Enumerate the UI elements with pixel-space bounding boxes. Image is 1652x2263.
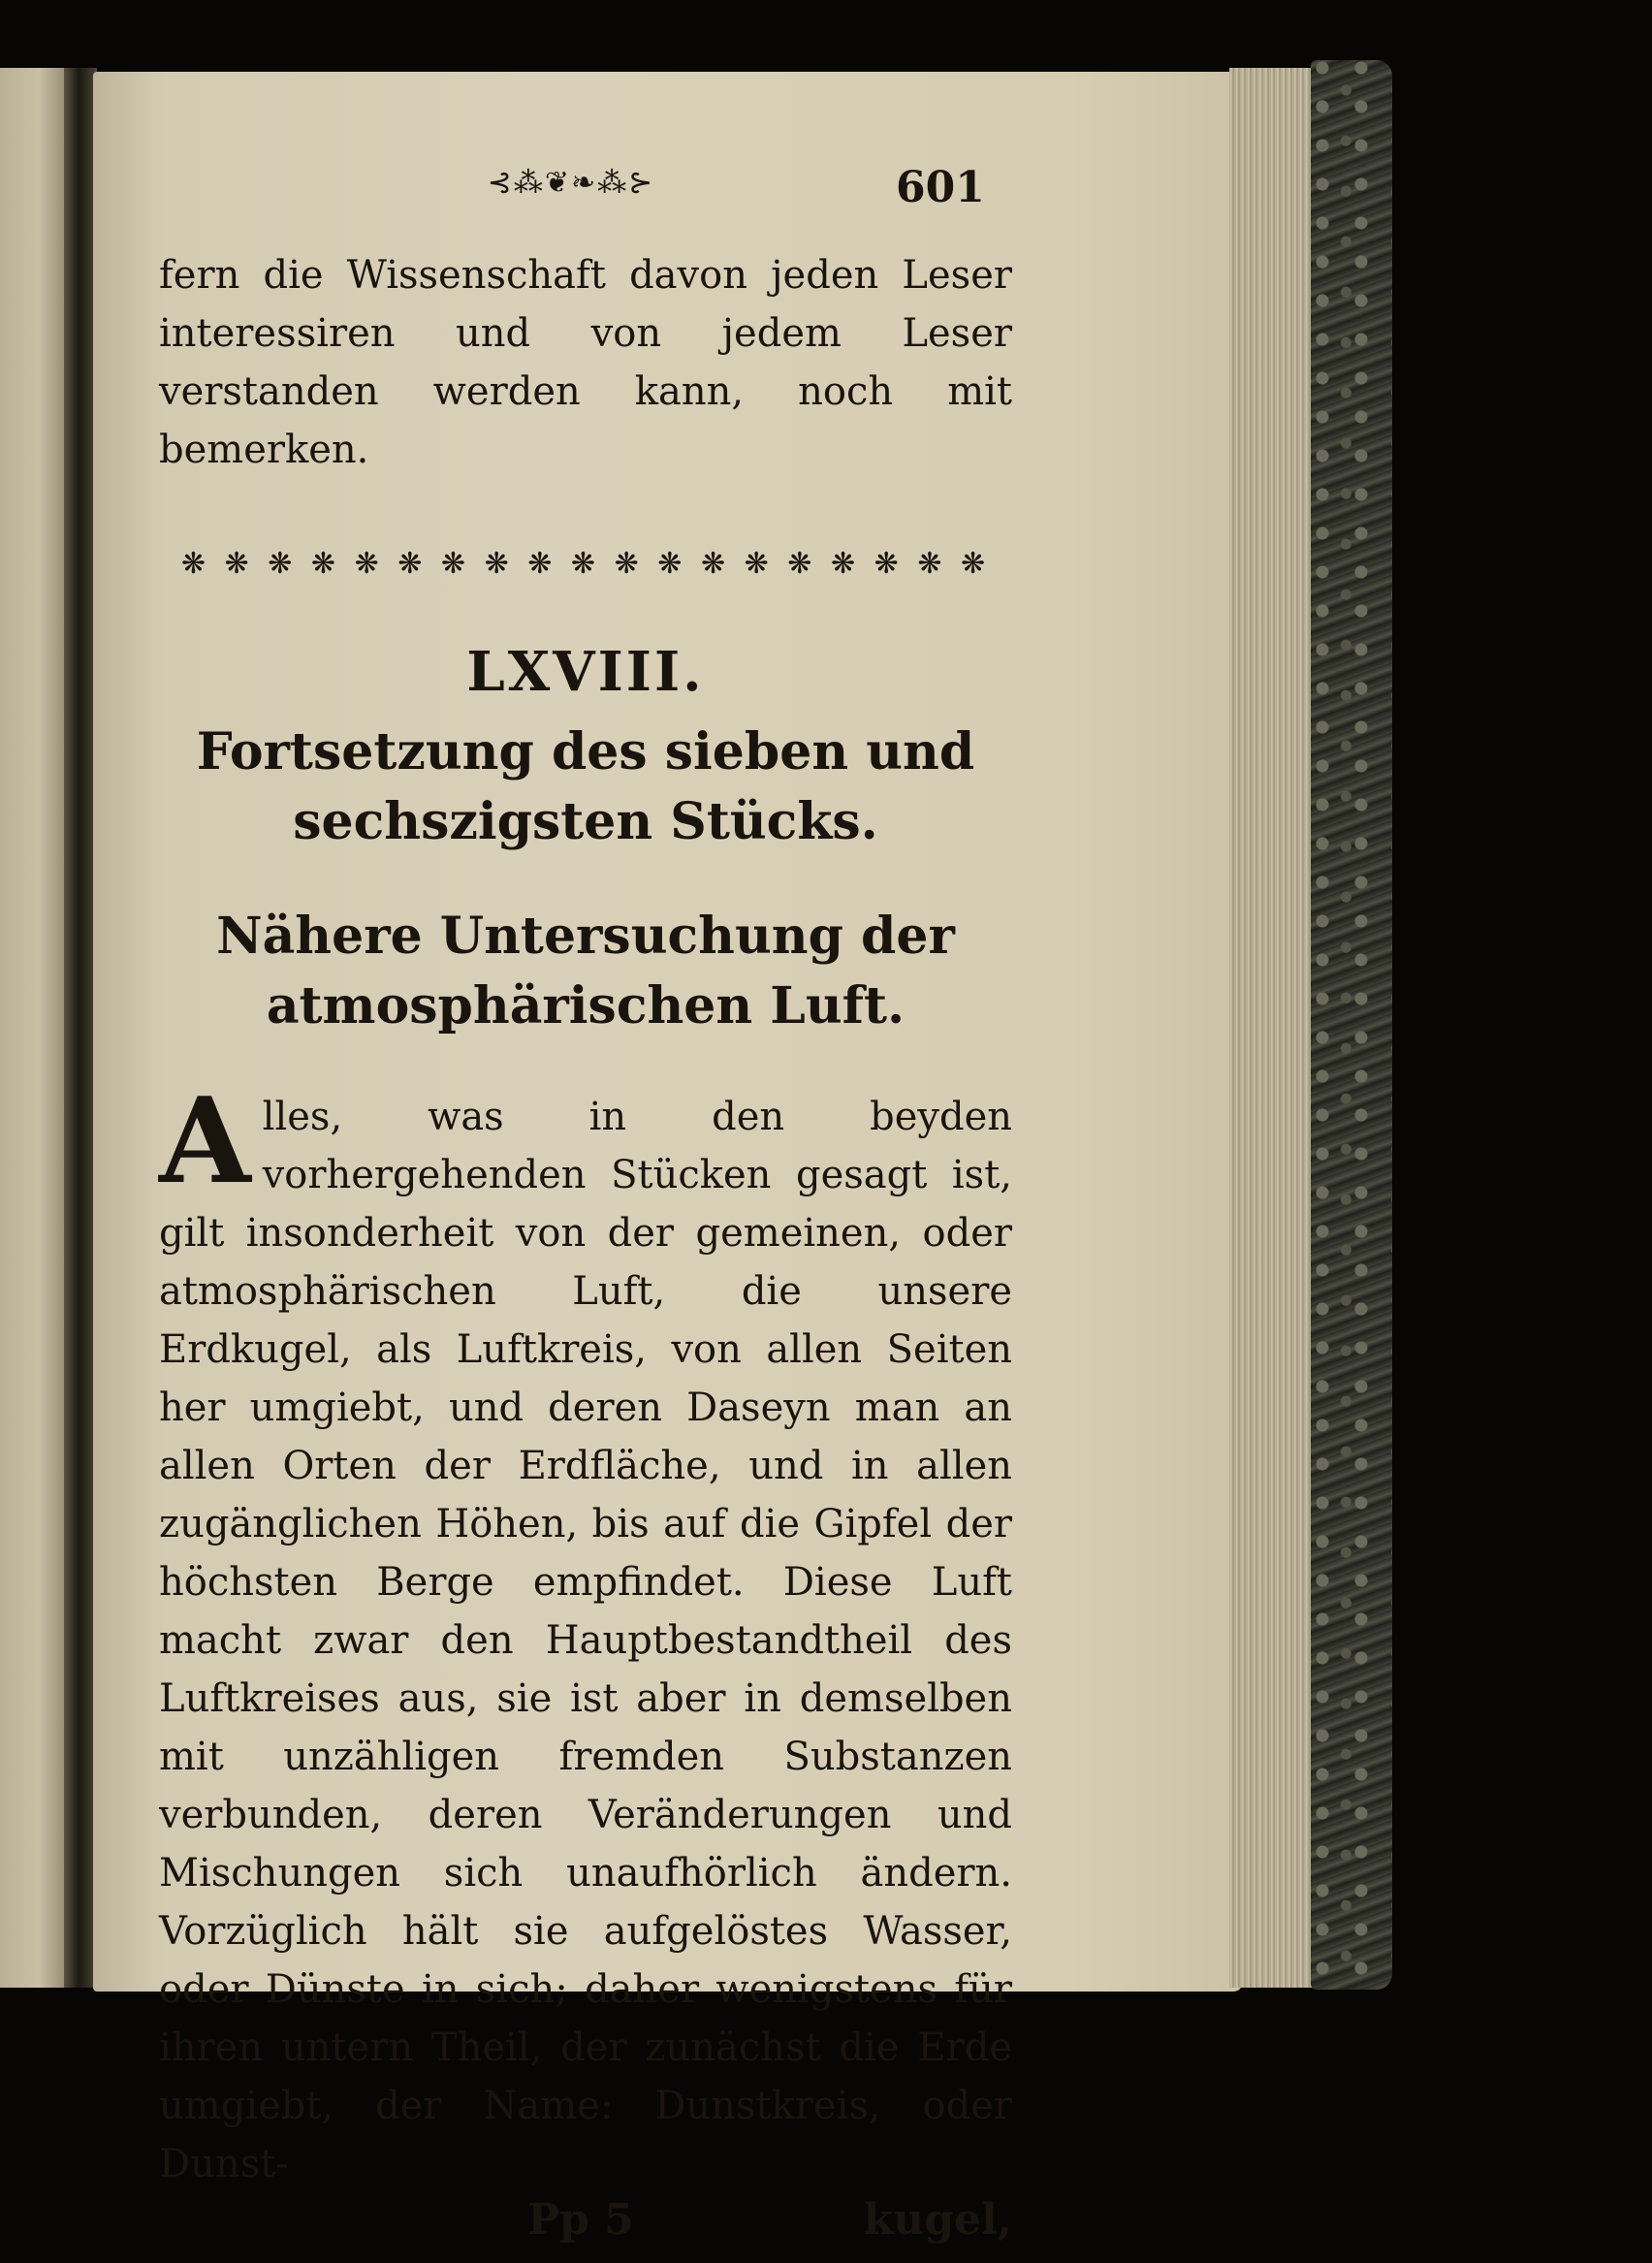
page-number: 601 bbox=[896, 163, 985, 212]
header-ornament: ⊰⁂❦❧⁂⊱ bbox=[487, 165, 655, 200]
section-title: Nähere Untersuchung der atmosphärischen Luft. bbox=[216, 907, 955, 1036]
catchword: kugel, bbox=[863, 2195, 1012, 2245]
signature-mark: Pp 5 bbox=[527, 2195, 634, 2245]
page-footer bbox=[159, 2195, 1012, 2263]
continuation-paragraph: fern die Wissenschaft davon jeden Leser interessiren und von jedem Leser verstanden werden kann, noch mit bemerken. bbox=[159, 253, 1012, 472]
book-gutter bbox=[64, 68, 97, 1988]
facing-page-edge bbox=[0, 68, 70, 1988]
marbled-cover bbox=[1311, 60, 1392, 1990]
running-header bbox=[159, 155, 1012, 233]
drop-cap: A bbox=[159, 1070, 251, 1210]
body-paragraph bbox=[159, 1070, 1012, 2193]
chapter-title: Fortsetzung des sieben und sechszigsten Stücks. bbox=[196, 722, 975, 851]
body-text: lles, was in den beyden vorhergehenden Stücken gesagt ist, gilt insonderheit von der gemeinen, oder atmosphärischen Luft, die unsere Erdkugel, als Luftkreis, von allen Seiten her umgiebt, und deren Daseyn man an allen Orten der Erdfläche, und in allen zugänglichen Höhen, bis auf die Gipfel der höchsten Berge empfindet. Diese Luft macht zwar den Hauptbestandtheil des Luftkreises aus, sie ist aber in demselben mit unzähligen fremden Substanzen verbunden, deren Veränderungen und Mischungen sich unaufhörlich ändern. Vorzüglich hält sie aufgelöstes Wasser, oder Dünste in sich; daher wenigstens für ihren untern Theil, der zunächst die Erde umgiebt, der Name: Dunstkreis, oder Dunst- bbox=[159, 1095, 1012, 2186]
page-content bbox=[159, 155, 1012, 2263]
chapter-number: LXVIII. bbox=[466, 640, 705, 704]
ornamental-divider: ❋ ❋ ❋ ❋ ❋ ❋ ❋ ❋ ❋ ❋ ❋ ❋ ❋ ❋ ❋ ❋ ❋ ❋ ❋ bbox=[180, 547, 991, 581]
